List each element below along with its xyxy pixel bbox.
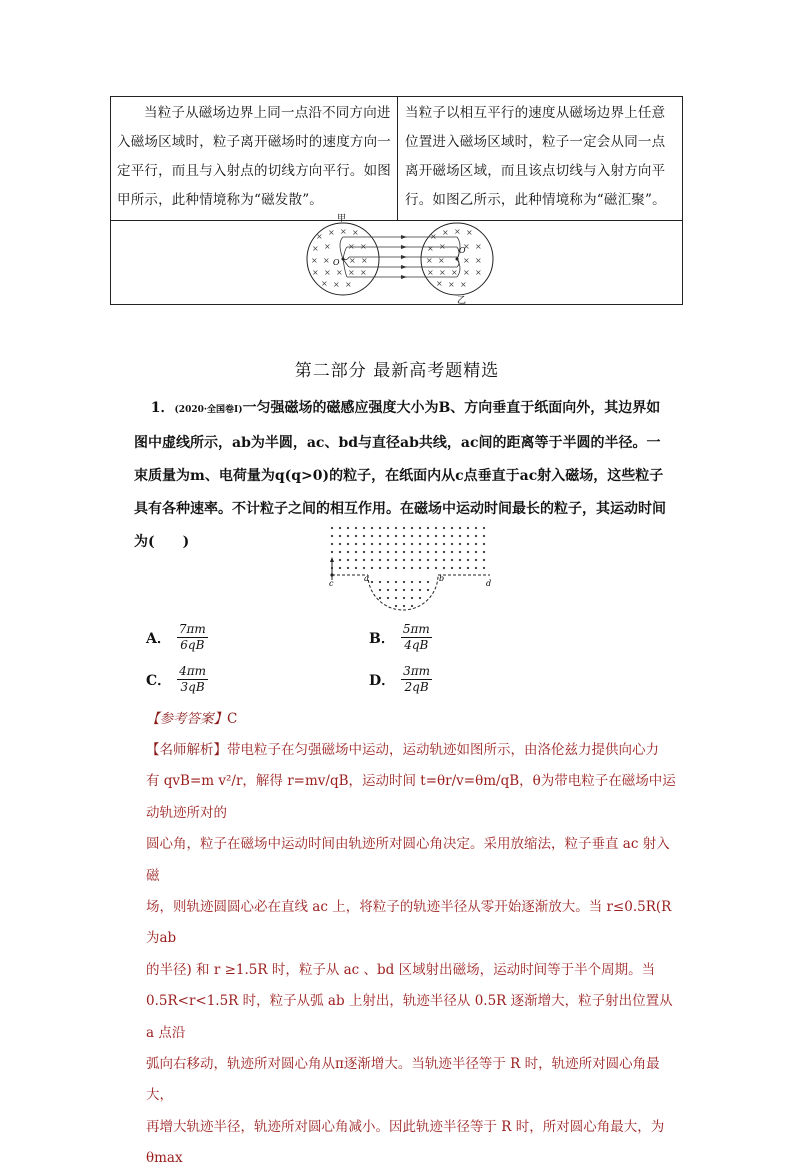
field-dot: [483, 559, 485, 561]
field-dot: [427, 581, 429, 583]
field-dot: [363, 567, 365, 569]
field-dot: [371, 551, 373, 553]
field-dot: [419, 597, 421, 599]
option-a-fraction: $\frac{7\pi m}{6qB}$: [178, 622, 206, 652]
svg-text:×: ×: [475, 268, 482, 277]
field-dot: [339, 527, 341, 529]
field-dot: [451, 551, 453, 553]
field-dot: [443, 527, 445, 529]
field-dot: [467, 535, 469, 537]
field-dot: [459, 543, 461, 545]
field-dot: [371, 567, 373, 569]
svg-text:×: ×: [463, 242, 470, 251]
svg-text:×: ×: [312, 244, 319, 253]
svg-text:×: ×: [454, 227, 461, 236]
field-dot: [363, 535, 365, 537]
field-dot: [419, 559, 421, 561]
field-dot: [395, 527, 397, 529]
field-dot: [459, 527, 461, 529]
svg-text:×: ×: [349, 256, 356, 265]
svg-text:×: ×: [442, 228, 449, 237]
field-dot: [403, 527, 405, 529]
field-dot: [379, 589, 381, 591]
svg-text:×: ×: [466, 228, 473, 237]
field-dot: [363, 527, 365, 529]
field-dot: [395, 551, 397, 553]
comparison-table: [110, 96, 683, 305]
table-divider-vertical: [397, 97, 398, 220]
question-body: 一匀强磁场的磁感应强度大小为B、方向垂直于纸面向外，其边界如图中虚线所示，ab为半圆，ac、bd与直径ab共线，ac间的距离等于半圆的半径。一束质量为m、电荷量为q(q>0)的粒子，在纸面内从c点垂直于ac射入磁场，这些粒子具有各种速率。不计粒子之间的相互作用。在磁场中运动时间最长的粒子，其运动时间为( ): [134, 400, 666, 550]
field-dot: [387, 543, 389, 545]
magnetic-focus-figure: [111, 214, 682, 306]
analysis-line: 有 qvB=m v²/r，解得 r=mv/qB，运动时间 t=θr/v=θm/qB，θ为带电粒子在磁场中运动轨迹所对的: [146, 773, 676, 821]
field-dot: [403, 589, 405, 591]
svg-text:×: ×: [475, 242, 482, 251]
svg-text:×: ×: [348, 242, 355, 251]
field-dot: [395, 535, 397, 537]
field-dot: [419, 567, 421, 569]
field-dot: [411, 597, 413, 599]
field-dot: [459, 535, 461, 537]
field-dot: [467, 559, 469, 561]
field-dot: [379, 551, 381, 553]
field-dot: [355, 535, 357, 537]
analysis-line: 0.5R<r<1.5R 时，粒子从弧 ab 上射出，轨迹半径从 0.5R 逐渐增大，粒子射出位置从 a 点沿: [146, 993, 673, 1041]
field-dot: [331, 527, 333, 529]
svg-text:×: ×: [436, 279, 443, 288]
field-dot: [387, 559, 389, 561]
analysis-line: 再增大轨迹半径，轨迹所对圆心角减小。因此轨迹半径等于 R 时，所对圆心角最大，为 θmax: [146, 1118, 665, 1167]
field-dot: [435, 527, 437, 529]
field-dot: [355, 527, 357, 529]
option-d-fraction: $\frac{3\pi m}{2qB}$: [403, 664, 431, 694]
svg-text:×: ×: [451, 268, 458, 277]
field-dot: [363, 543, 365, 545]
field-dot: [347, 551, 349, 553]
field-dot: [355, 559, 357, 561]
field-dot: [427, 527, 429, 529]
field-dot: [459, 567, 461, 569]
label-a: a: [364, 574, 369, 583]
field-dot: [339, 535, 341, 537]
field-dot: [331, 543, 333, 545]
field-dot: [371, 581, 373, 583]
question-figure: [320, 520, 500, 610]
svg-text:×: ×: [321, 279, 328, 288]
table-cell-left: 当粒子从磁场边界上同一点沿不同方向进入磁场区域时，粒子离开磁场时的速度方向一定平行，而且与入射点的切线方向平行。如图甲所示，此种情境称为“磁发散”。: [117, 105, 391, 208]
field-dot: [459, 559, 461, 561]
option-c[interactable]: C． $\frac{4\pi m}{3qB}$: [146, 664, 207, 694]
field-dot: [403, 559, 405, 561]
field-dot: [467, 567, 469, 569]
field-dot: [435, 559, 437, 561]
svg-text:×: ×: [360, 242, 367, 251]
svg-text:×: ×: [324, 268, 331, 277]
field-dot: [347, 559, 349, 561]
field-dot: [411, 581, 413, 583]
field-dot: [451, 535, 453, 537]
field-dot: [443, 543, 445, 545]
field-dot: [355, 567, 357, 569]
field-dot: [459, 551, 461, 553]
option-d[interactable]: D． $\frac{3\pi m}{2qB}$: [369, 664, 431, 694]
field-dot: [443, 535, 445, 537]
svg-text:×: ×: [438, 256, 445, 265]
field-dot: [403, 605, 405, 607]
field-dot: [379, 597, 381, 599]
field-dot: [387, 551, 389, 553]
field-dot: [411, 535, 413, 537]
field-dot: [387, 589, 389, 591]
field-dot: [339, 559, 341, 561]
svg-text:×: ×: [463, 256, 470, 265]
option-a[interactable]: A． $\frac{7\pi m}{6qB}$: [146, 622, 206, 652]
field-dot: [443, 567, 445, 569]
field-dot: [435, 567, 437, 569]
field-dot: [331, 551, 333, 553]
field-dot: [483, 543, 485, 545]
svg-text:×: ×: [439, 242, 446, 251]
field-dot: [419, 535, 421, 537]
analysis-line: 弧向右移动，轨迹所对圆心角从π逐渐增大。当轨迹半径等于 R 时，轨迹所对圆心角最大，: [146, 1056, 660, 1104]
field-dot: [483, 567, 485, 569]
field-dot: [467, 551, 469, 553]
field-dot: [387, 581, 389, 583]
label-o2: O: [459, 246, 466, 255]
analysis-line: 带电粒子在匀强磁场中运动，运动轨迹如图所示，由洛伦兹力提供向心力: [227, 742, 659, 758]
field-dot: [427, 543, 429, 545]
label-b: b: [439, 574, 445, 583]
field-dot: [379, 527, 381, 529]
analysis-line: 场，则轨迹圆圆心必在直线 ac 上，将粒子的轨迹半径从零开始逐渐放大。当 r≤0.5R(R 为ab: [146, 899, 672, 947]
field-dot: [363, 551, 365, 553]
field-dot: [427, 567, 429, 569]
option-c-fraction: $\frac{4\pi m}{3qB}$: [179, 664, 207, 694]
field-dot: [427, 535, 429, 537]
field-dot: [435, 543, 437, 545]
svg-text:×: ×: [316, 232, 323, 241]
field-dot: [411, 589, 413, 591]
field-dot: [475, 527, 477, 529]
analysis-line: 的半径) 和 r ≥1.5R 时，粒子从 ac 、bd 区域射出磁场，运动时间等于半个周期。当: [146, 961, 656, 978]
svg-text:×: ×: [426, 256, 433, 265]
field-dot: [347, 543, 349, 545]
answer-value: C: [227, 711, 238, 727]
svg-text:×: ×: [430, 232, 437, 241]
field-dot: [483, 527, 485, 529]
label-jia: 甲: [337, 214, 347, 224]
semicircle-boundary: [368, 575, 438, 610]
field-dot: [411, 567, 413, 569]
field-dot: [427, 559, 429, 561]
field-dot: [451, 543, 453, 545]
svg-text:×: ×: [427, 268, 434, 277]
field-dot: [467, 527, 469, 529]
field-dot: [419, 527, 421, 529]
field-dot: [339, 567, 341, 569]
field-dot: [355, 551, 357, 553]
magnetic-field-dots: [331, 527, 485, 607]
field-dot: [379, 581, 381, 583]
svg-text:×: ×: [336, 268, 343, 277]
field-dot: [427, 551, 429, 553]
field-dot: [379, 559, 381, 561]
field-dot: [411, 551, 413, 553]
field-dot: [387, 527, 389, 529]
label-yi: 乙: [457, 296, 467, 306]
field-dot: [395, 581, 397, 583]
field-dot: [419, 543, 421, 545]
svg-text:×: ×: [345, 280, 352, 289]
field-dot: [419, 581, 421, 583]
svg-text:×: ×: [340, 227, 347, 236]
svg-text:×: ×: [439, 268, 446, 277]
label-d: d: [486, 579, 492, 588]
field-dot: [347, 527, 349, 529]
svg-text:×: ×: [311, 256, 318, 265]
field-dot: [435, 535, 437, 537]
field-dot: [475, 551, 477, 553]
label-o1: O: [333, 258, 340, 267]
field-dot: [379, 543, 381, 545]
table-cell-right: 当粒子以相互平行的速度从磁场边界上任意位置进入磁场区域时，粒子一定会从同一点离开磁场区域，而且该点切线与入射方向平行。如图乙所示，此种情境称为“磁汇聚”。: [405, 105, 666, 208]
field-dot: [339, 543, 341, 545]
field-dot: [475, 559, 477, 561]
field-dot: [435, 551, 437, 553]
svg-text:×: ×: [427, 244, 434, 253]
field-dot: [331, 535, 333, 537]
field-dot: [403, 551, 405, 553]
field-dot: [347, 567, 349, 569]
field-dot: [395, 559, 397, 561]
field-dot: [403, 581, 405, 583]
field-dot: [387, 567, 389, 569]
field-dot: [427, 589, 429, 591]
svg-text:×: ×: [333, 280, 340, 289]
field-dot: [475, 535, 477, 537]
field-dot: [483, 551, 485, 553]
field-dot: [395, 543, 397, 545]
analysis-tag: 【名师解析】: [146, 742, 227, 758]
field-dot: [371, 543, 373, 545]
field-dot: [387, 535, 389, 537]
field-dot: [387, 597, 389, 599]
svg-text:×: ×: [463, 268, 470, 277]
svg-text:×: ×: [448, 280, 455, 289]
field-dot: [363, 559, 365, 561]
field-dot: [347, 535, 349, 537]
svg-text:×: ×: [361, 256, 368, 265]
section-title: 第二部分 最新高考题精选: [294, 361, 500, 381]
field-dot: [403, 543, 405, 545]
field-dot: [411, 543, 413, 545]
field-dot: [379, 567, 381, 569]
field-dot: [395, 589, 397, 591]
field-dot: [411, 605, 413, 607]
analysis-line: 圆心角，粒子在磁场中运动时间由轨迹所对圆心角决定。采用放缩法，粒子垂直 ac 射入磁: [146, 836, 670, 884]
teacher-analysis: [146, 735, 682, 1175]
field-dot: [475, 567, 477, 569]
field-dot: [339, 551, 341, 553]
field-dot: [475, 543, 477, 545]
field-dot: [403, 535, 405, 537]
field-dot: [379, 535, 381, 537]
reference-answer: [146, 707, 237, 727]
field-dot: [443, 559, 445, 561]
field-dot: [395, 605, 397, 607]
field-dot: [403, 597, 405, 599]
field-dot: [371, 535, 373, 537]
field-dot: [395, 567, 397, 569]
svg-text:×: ×: [348, 268, 355, 277]
svg-text:×: ×: [324, 242, 331, 251]
svg-text:×: ×: [323, 256, 330, 265]
svg-text:×: ×: [475, 256, 482, 265]
option-b-fraction: $\frac{5\pi m}{4qB}$: [402, 622, 430, 652]
field-dot: [411, 559, 413, 561]
svg-text:×: ×: [460, 280, 467, 289]
field-dot: [371, 559, 373, 561]
answer-tag: 【参考答案】: [146, 711, 227, 727]
question-source: (2020·全国卷Ⅰ): [174, 405, 243, 415]
field-dot: [451, 559, 453, 561]
field-dot: [467, 543, 469, 545]
field-dot: [451, 567, 453, 569]
field-dot: [451, 527, 453, 529]
field-dot: [371, 527, 373, 529]
field-dot: [411, 527, 413, 529]
field-dot: [355, 543, 357, 545]
field-dot: [419, 551, 421, 553]
question-number: 1．: [150, 400, 175, 416]
field-dot: [395, 597, 397, 599]
label-c: c: [329, 579, 334, 588]
svg-text:×: ×: [360, 268, 367, 277]
field-dot: [443, 551, 445, 553]
svg-text:×: ×: [312, 268, 319, 277]
svg-text:×: ×: [328, 228, 335, 237]
field-dot: [483, 535, 485, 537]
svg-text:×: ×: [352, 228, 359, 237]
option-b[interactable]: B． $\frac{5\pi m}{4qB}$: [369, 622, 430, 652]
field-dot: [419, 589, 421, 591]
field-dot: [403, 567, 405, 569]
